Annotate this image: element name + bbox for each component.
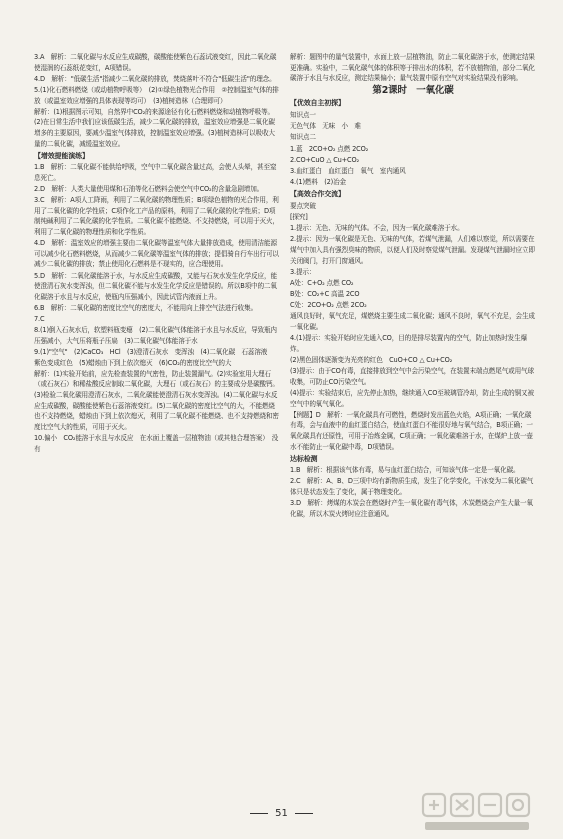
- answer-paragraph: 5.D 解析：二氧化碳能溶于水，与水反应生成碳酸，又能与石灰水发生化学反应，能使澄清石灰水变浑浊，但二氧化碳不能与水发生化学反应是错误的。所以B项中的二氧化碳溶于水且与水反应，使瓶内压强减小，因此试管内液面上升。: [34, 271, 277, 301]
- answer-paragraph: 解析：题图中的量气装置中，水面上放一层植物油，防止二氧化碳溶于水，使测定结果更准确。实验中，二氧化碳气体的体积等于排出水的体积，若不放植物油，部分二氧化碳溶于水且与水反应，测定结果偏小；量气装置中原有空气对实验结果没有影响。: [290, 53, 535, 83]
- answer-paragraph: 2.D 解析：人类大量使用煤和石油等化石燃料会使空气中CO₂的含量急剧增加。: [34, 185, 264, 193]
- answer-paragraph: 3.C 解析：A项人工降雨，利用了二氧化碳的物理性质；B项绿色植物的光合作用，利用了二氧化碳的化学性质；C项作化工产品的原料，利用了二氧化碳的化学性质；D项制纯碱利用了二氧化碳的化学性质。二氧化碳不能燃烧、不支持燃烧，可以用于灭火，利用了二氧化碳的物理性质和化学性质。: [34, 196, 279, 236]
- answer-paragraph: 4.(1)燃料 (2)冶金: [290, 178, 346, 187]
- answer-paragraph: 3.D 解析：烤煤的木炭会在燃烧时产生一氧化碳有毒气体，木炭燃烧会产生大量一氧化碳，所以木炭火烤时应注意通风。: [290, 499, 533, 518]
- answer-paragraph: [探究]: [290, 212, 308, 221]
- answer-paragraph: 【例题】D 解析：一氧化碳具有可燃性，燃烧时发出蓝色火焰，A项正确；一氧化碳有毒，会与血液中的血红蛋白结合，使血红蛋白不能很好地与氧气结合，B项正确；一氧化碳具有还原性，可用于冶炼金属，C项正确；一氧化碳难溶于水，在煤炉上放一壶水不能防止一氧化碳中毒，D项错误。: [290, 410, 533, 451]
- watermark-logo: [419, 790, 549, 834]
- answer-paragraph: 4.D 解析："低碳生活"指减少二氧化碳的排放，焚烧落叶不符合"低碳生活"的理念。: [34, 74, 276, 83]
- section-heading: 【高效合作交流】: [290, 190, 345, 199]
- answer-paragraph: 4.(1)提示：实验开始时应先通入CO，目的是排尽装置内的空气，防止加热时发生爆炸。: [290, 334, 528, 353]
- answer-paragraph: 3.A 解析：二氧化碳与水反应生成碳酸，碳酸能使紫色石蕊试液变红，因此二氧化碳使湿润的石蕊纸花变红，A项错误。: [34, 53, 277, 72]
- page-number: 51: [275, 808, 288, 819]
- section-heading: 【增效提能演练】: [34, 151, 89, 160]
- answer-paragraph: 1.蓝 2CO+O₂ 点燃 2CO₂: [290, 144, 369, 153]
- answer-paragraph: 要点突破: [290, 201, 316, 210]
- answer-paragraph: 5.(1)化石燃料燃烧（或动植物呼吸等） (2)①绿色植物光合作用 ②控制温室气体的排放（或温室效应增强的具体表现等均可） (3)植树造林（合理即可）: [34, 85, 279, 105]
- left-column: [34, 52, 280, 455]
- footer-rule-right: [295, 813, 313, 814]
- answer-paragraph: 1.B 解析：二氧化碳不能供给呼吸，空气中二氧化碳含量过高，会使人头晕，甚至窒息死亡。: [34, 163, 277, 182]
- answer-paragraph: A处：C+O₂ 点燃 CO₂: [290, 278, 354, 287]
- lesson-title: 第2课时 一氧化碳: [372, 84, 454, 96]
- answer-paragraph: (4)提示：实验结束后，应先停止加热，继续通入CO至玻璃管冷却，防止生成的铜又被空气中的氧气氧化。: [290, 389, 534, 408]
- answer-paragraph: 4.D 解析：温室效应的增强主要由二氧化碳等温室气体大量排放造成，使用清洁能源可以减少化石燃料燃烧，从而减少二氧化碳等温室气体的排放；提倡骑自行车出行可以减少二氧化碳的排放；禁止使用化石燃料是不现实的，应合理使用。: [34, 239, 279, 269]
- answer-paragraph: C处：2CO+O₂ 点燃 2CO₂: [290, 301, 367, 310]
- answer-paragraph: 10.偏小 CO₂能溶于水且与水反应 在水面上覆盖一层植物油（或其他合理答案） 没有: [34, 434, 279, 453]
- answer-paragraph: 7.C: [34, 315, 45, 324]
- answer-paragraph: 9.(1)"空气" (2)CaCO₃ HCl (3)澄清石灰水 变浑浊 (4)二氧化碳 石蕊溶液 紫色变成红色 (5)蜡烛由下到上依次熄灭 (6)CO₂的密度比空气的大: [34, 348, 274, 367]
- section-heading: 【优效自主初探】: [290, 99, 345, 108]
- answer-paragraph: 解析：(1)实验开始前，应先检查装置的气密性，防止装置漏气。(2)实验室用大理石（或石灰石）和稀盐酸反应制取二氧化碳，大理石（或石灰石）的主要成分是碳酸钙。(3)检验二氧化碳用澄清石灰水，二氧化碳能使澄清石灰水变浑浊。(4)二氧化碳与水反应生成碳酸，碳酸能使紫色石蕊溶液变红。(5)二氧化碳的密度比空气的大，不能燃烧也不支持燃烧，蜡烛由下到上依次熄灭，利用了二氧化碳不能燃烧、也不支持燃烧和密度比空气大的性质，可用于灭火。: [34, 369, 279, 431]
- answer-paragraph: (2)黑色固体逐渐变为光亮的红色 CuO+CO △ Cu+CO₂: [290, 356, 453, 365]
- answer-paragraph: 知识点一: [290, 110, 316, 119]
- answer-paragraph: 通风良好时，氧气充足，煤燃烧主要生成二氧化碳；通风不良时，氧气不充足，会生成一氧化碳。: [290, 312, 535, 332]
- answer-paragraph: 6.B 解析：二氧化碳的密度比空气的密度大，不能用向上排空气法进行收集。: [34, 303, 258, 312]
- answer-paragraph: 1.提示：无色、无味的气体。不会，因为一氧化碳难溶于水。: [290, 224, 464, 233]
- answer-paragraph: B处：CO₂+C 高温 2CO: [290, 290, 360, 299]
- answer-paragraph: 2.C 解析：A、B、D三项中均有新物质生成，发生了化学变化，干冰变为二氧化碳气体只是状态发生了变化，属于物理变化。: [290, 477, 534, 497]
- answer-paragraph: 无色气体 无味 小 难: [290, 122, 361, 131]
- answer-paragraph: 2.提示：因为一氧化碳是无色、无味的气体，若煤气泄漏，人们难以察觉，所以需要在煤气中加入具有强烈臭味的物质，以便人们及时察觉煤气泄漏。发现煤气泄漏时应立即关闭阀门，打开门窗通风。: [290, 235, 535, 265]
- answer-paragraph: 解析：(1)根据图示可知，自然界中CO₂的来源途径有化石燃料燃烧和动植物呼吸等。(2)在日常生活中我们应该低碳生活，减少二氧化碳的排放，温室效应增强是二氧化碳增多的主要原因，要减少温室气体排放，控制温室效应增强。(3)植树造林可以吸收大量的二氧化碳，减缓温室效应。: [34, 107, 275, 148]
- answer-paragraph: 2.CO+CuO △ Cu+CO₂: [290, 155, 360, 164]
- answer-paragraph: 8.(1)倒入石灰水后，软塑料瓶变瘪 (2)二氧化碳气体能溶于水且与水反应，导致瓶内压强减小，大气压将瓶子压扁 (3)二氧化碳气体能溶于水: [34, 326, 277, 345]
- right-column: [290, 52, 536, 520]
- answer-paragraph: 知识点二: [290, 133, 316, 142]
- section-heading: 达标检测: [290, 454, 318, 463]
- answer-paragraph: 3.提示：: [290, 267, 316, 276]
- answer-paragraph: (3)提示：由于CO有毒，直接排放到空气中会污染空气，在装置末端点燃尾气或用气球收集，可防止CO污染空气。: [290, 367, 534, 386]
- footer-rule-left: [250, 813, 268, 814]
- answer-paragraph: 1.B 解析：根据该气体有毒，易与血红蛋白结合，可知该气体一定是一氧化碳。: [290, 466, 520, 475]
- answer-paragraph: 3.血红蛋白 血红蛋白 氧气 室内通风: [290, 166, 406, 175]
